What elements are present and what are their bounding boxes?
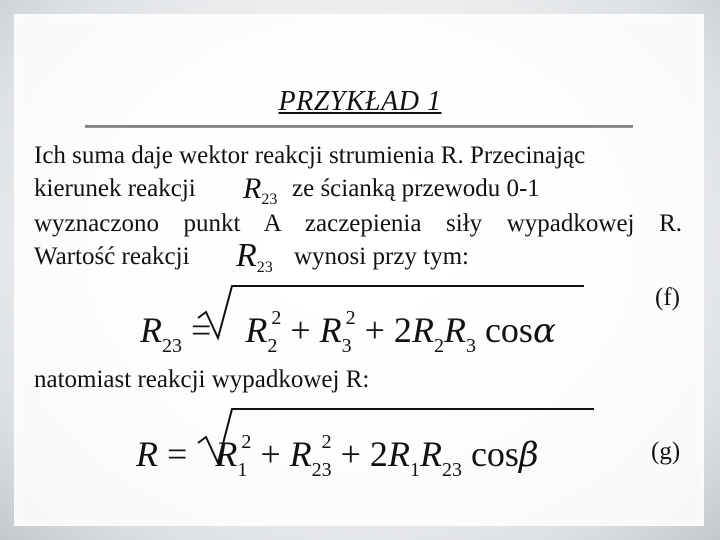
paragraph-line-4 <box>34 242 190 272</box>
symbol-sub: 23 <box>256 259 273 276</box>
f-lhs: R <box>140 310 162 350</box>
g-t1-sub: 1 <box>237 459 248 481</box>
g-lhs: R <box>136 434 158 474</box>
symbol-sub: 23 <box>261 191 278 208</box>
g-t2: R <box>289 434 312 474</box>
line-2-text-a: kierunek reakcji <box>34 175 196 202</box>
title-underline-rule <box>85 125 633 128</box>
paragraph-line-2 <box>34 174 196 204</box>
g-t3a-sub: 1 <box>409 459 420 481</box>
formula-f-tag: (f) <box>655 284 680 311</box>
symbol-base: R <box>243 172 262 205</box>
f-t3a-sub: 2 <box>433 335 444 357</box>
paragraph-line-5: natomiast reakcji wypadkowej R: <box>34 366 370 393</box>
g-t2-sub: 23 <box>311 459 332 481</box>
g-eq: = <box>167 434 188 474</box>
inline-symbol-r23-second <box>236 237 273 283</box>
f-t3b-sub: 3 <box>465 335 476 357</box>
f-t1-sub: 2 <box>267 335 278 357</box>
f-cos: cos <box>484 310 533 350</box>
f-t1: R <box>245 310 268 350</box>
symbol-base: R <box>236 237 257 274</box>
line-4-text-a: Wartość reakcji <box>34 243 190 270</box>
f-t1-sup: 2 <box>271 307 282 329</box>
g-t1: R <box>215 434 238 474</box>
f-lhs-sub: 23 <box>162 335 182 357</box>
f-t2: R <box>319 310 342 350</box>
line-4-text-b: wynosi przy tym: <box>294 243 469 270</box>
f-t3a: R <box>411 310 434 350</box>
g-angle: β <box>518 435 539 475</box>
f-plus2: + 2 <box>364 310 412 350</box>
paragraph-line-3: wyznaczono punkt A zaczepienia siły wypadkowej R. <box>34 210 682 237</box>
g-t1-sup: 2 <box>241 431 252 453</box>
f-angle: α <box>532 311 556 351</box>
g-t2-sup: 2 <box>321 431 332 453</box>
f-t2-sub: 3 <box>341 335 352 357</box>
formula-g-expression <box>136 422 539 490</box>
g-cos: cos <box>470 434 519 474</box>
g-t3b: R <box>419 434 442 474</box>
g-t3b-sub: 23 <box>441 459 462 481</box>
formula-f-expression <box>140 298 556 366</box>
f-t3b: R <box>443 310 466 350</box>
g-t3a: R <box>387 434 410 474</box>
f-plus1: + <box>290 310 311 350</box>
g-plus2: + 2 <box>340 434 388 474</box>
g-plus1: + <box>260 434 281 474</box>
f-eq: = <box>191 310 212 350</box>
line-2-text-b: ze ścianką przewodu 0-1 <box>292 175 540 202</box>
formula-g-tag: (g) <box>651 438 681 465</box>
paragraph-line-1: Ich suma daje wektor reakcji strumienia R. Przecinając <box>34 142 586 169</box>
f-t2-sup: 2 <box>345 307 356 329</box>
slide-title: PRZYKŁAD 1 <box>278 86 442 117</box>
